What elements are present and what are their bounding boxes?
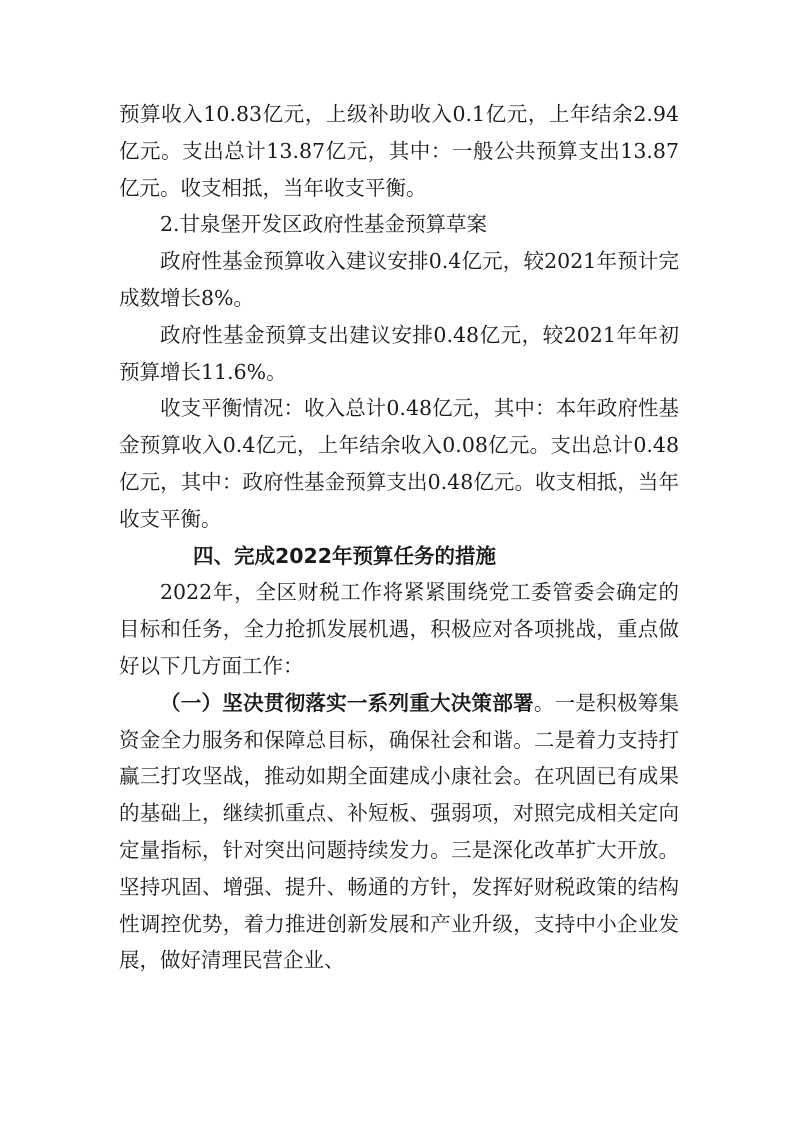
paragraph-balance: 收支平衡情况：收入总计0.48亿元，其中：本年政府性基金预算收入0.4亿元，上年结余收入0.08亿元。支出总计0.48亿元，其中：政府性基金预算支出0.48亿元。收支相抵，当年收支平衡。	[119, 396, 679, 531]
document-page	[119, 96, 679, 979]
paragraph-measures-intro: 2022年，全区财税工作将紧紧围绕党工委管委会确定的目标和任务，全力抢抓发展机遇，积极应对各项挑战，重点做好以下几方面工作：	[119, 580, 679, 678]
section-heading-measures: 四、完成2022年预算任务的措施	[193, 543, 497, 568]
measure-one-body: 。一是积极筹集资金全力服务和保障总目标，确保社会和谐。二是着力支持打赢三打攻坚战，推动如期全面建成小康社会。在巩固已有成果的基础上，继续抓重点、补短板、强弱项，对照完成相关定向定量指标，针对突出问题持续发力。三是深化改革扩大开放。坚持巩固、增强、提升、畅通的方针，发挥好财税政策的结构性调控优势，着力推进创新发展和产业升级，支持中小企业发展，做好清理民营企业、	[119, 690, 679, 973]
paragraph-measure-one	[119, 685, 679, 979]
paragraph-fund-expenditure: 政府性基金预算支出建议安排0.48亿元，较2021年年初预算增长11.6%。	[119, 322, 679, 384]
paragraph-fund-revenue: 政府性基金预算收入建议安排0.4亿元，较2021年预计完成数增长8%。	[119, 249, 679, 310]
measure-one-lead: （一）坚决贯彻落实一系列重大决策部署	[160, 690, 534, 715]
paragraph-budget-continuation: 预算收入10.83亿元，上级补助收入0.1亿元，上年结余2.94亿元。支出总计13.87亿元，其中：一般公共预算支出13.87亿元。收支相抵，当年收支平衡。	[119, 102, 679, 200]
subheading-fund-budget: 2.甘泉堡开发区政府性基金预算草案	[160, 212, 488, 237]
